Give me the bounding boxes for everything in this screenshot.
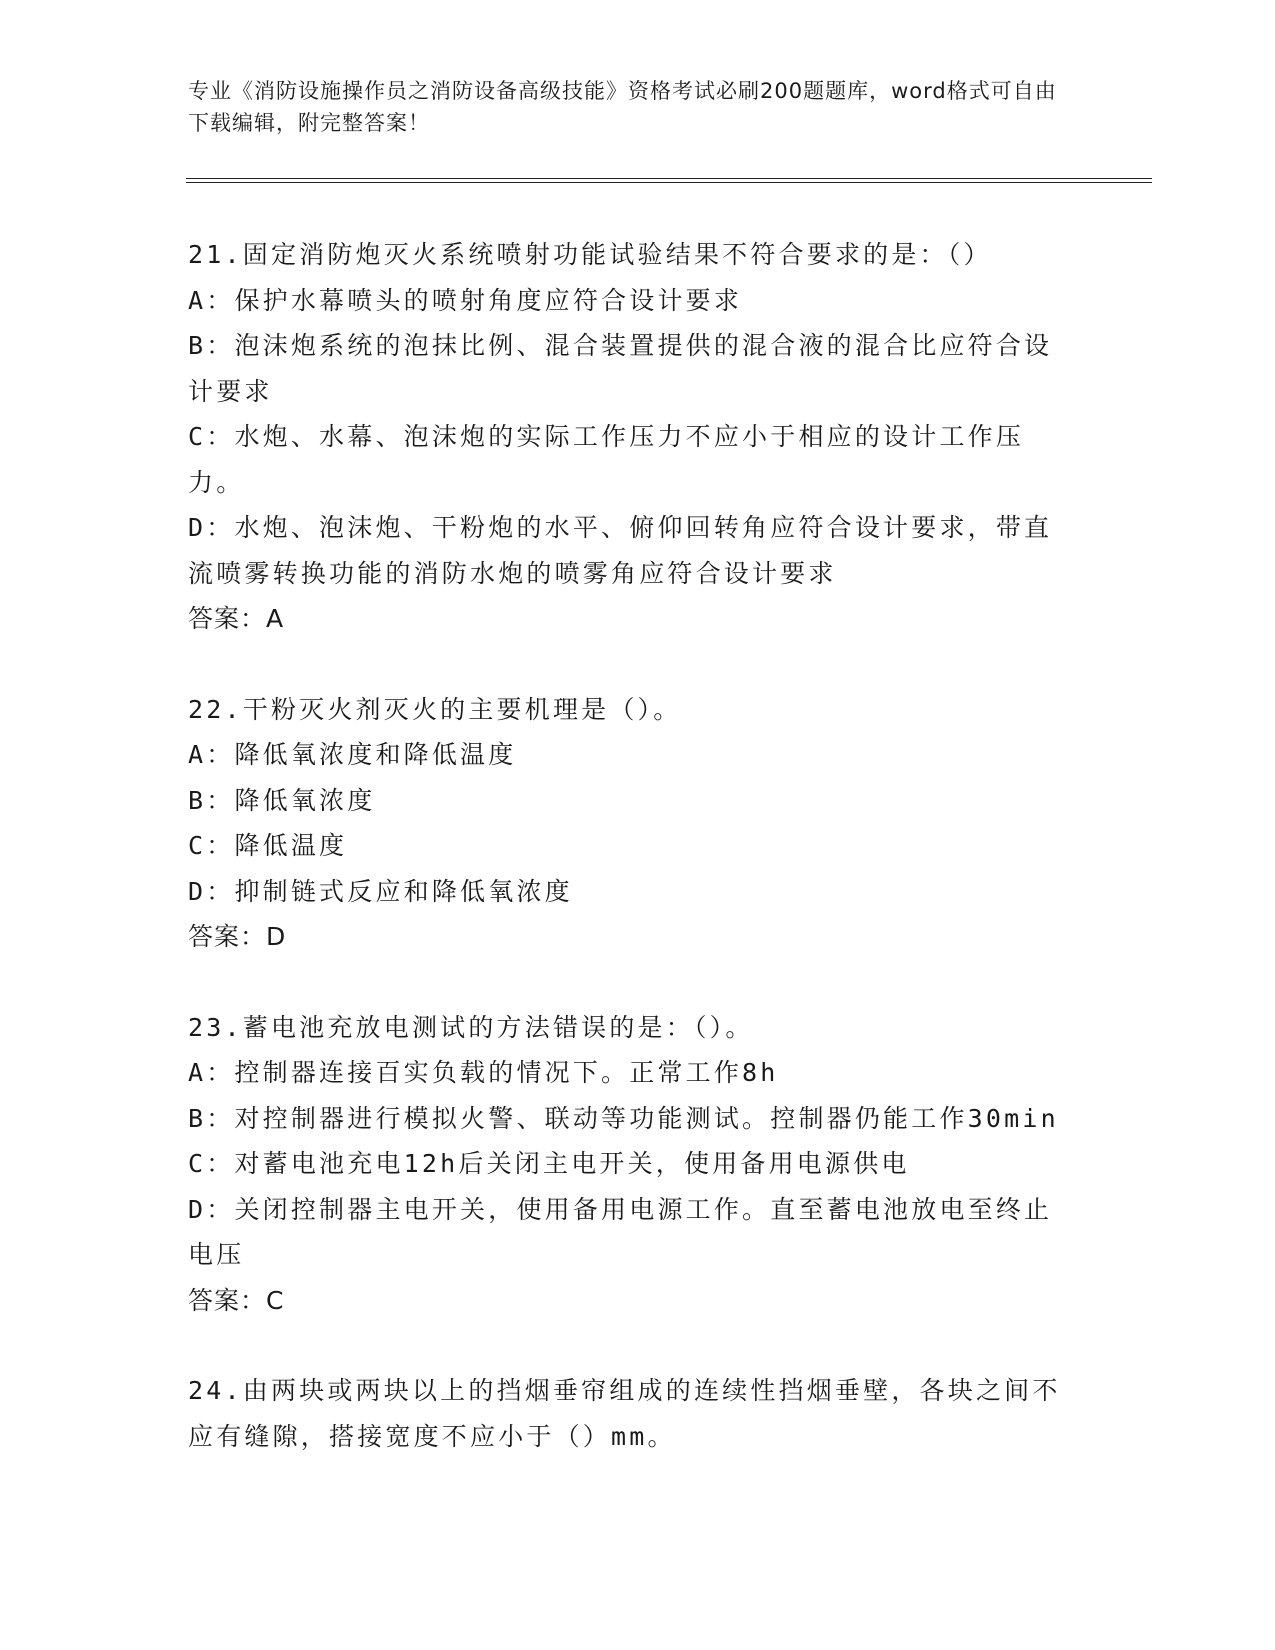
answer: 答案：A [188,604,285,633]
option-c: C：降低温度 [188,831,348,860]
question-stem: 22.干粉灭火剂灭火的主要机理是（）。 [188,694,682,724]
answer: 答案：D [188,922,287,951]
option-d: D：抑制链式反应和降低氧浓度 [188,876,573,906]
option-a: A：控制器连接百实负载的情况下。正常工作8h [188,1058,779,1087]
option-c: C：对蓄电池充电12h后关闭主电开关，使用备用电源供电 [188,1149,910,1178]
question-22 [188,687,1068,960]
answer: 答案：C [188,1285,285,1315]
option-a: A：保护水幕喷头的喷射角度应符合设计要求 [188,285,743,315]
option-b: B：对控制器进行模拟火警、联动等功能测试。控制器仍能工作30min [188,1103,1059,1133]
question-24 [188,1368,1068,1459]
document-header: 专业《消防设施操作员之消防设备高级技能》资格考试必刷200题题库，word格式可自由下载编辑，附完整答案！ [188,79,1057,135]
option-b: B：降低氧浓度 [188,785,376,815]
question-stem: 21.固定消防炮灭火系统喷射功能试验结果不符合要求的是：（） [188,240,992,269]
question-stem: 24.由两块或两块以上的挡烟垂帘组成的连续性挡烟垂壁，各块之间不应有缝隙，搭接宽度不应小于（）mm。 [188,1376,1061,1451]
option-b: B：泡沫炮系统的泡抹比例、混合装置提供的混合液的混合比应符合设计要求 [188,331,1053,406]
question-23 [188,1005,1068,1324]
option-d: D：水炮、泡沫炮、干粉炮的水平、俯仰回转角应符合设计要求，带直流喷雾转换功能的消防水炮的喷雾角应符合设计要求 [188,513,1053,588]
question-stem: 23.蓄电池充放电测试的方法错误的是：（）。 [188,1012,754,1042]
option-c: C：水炮、水幕、泡沫炮的实际工作压力不应小于相应的设计工作压力。 [188,422,1025,497]
header-divider [186,178,1152,183]
option-d: D：关闭控制器主电开关，使用备用电源工作。直至蓄电池放电至终止电压 [188,1194,1053,1269]
option-a: A：降低氧浓度和降低温度 [188,740,517,769]
question-21 [188,232,1068,642]
question-list [188,232,1068,1459]
